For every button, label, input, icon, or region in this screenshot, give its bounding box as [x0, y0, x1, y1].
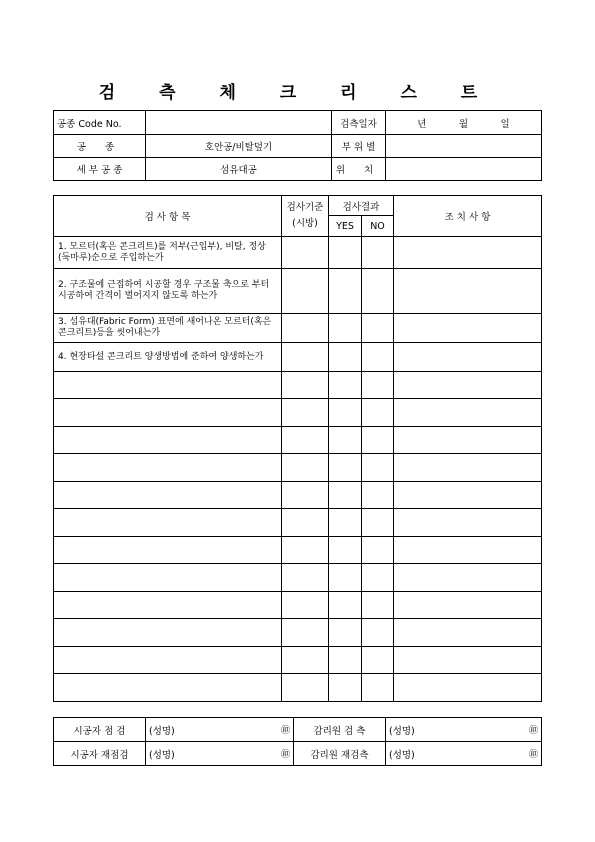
yes-cell[interactable]: [329, 592, 362, 619]
action-cell[interactable]: [394, 372, 542, 399]
work-code-label: 공종 Code No.: [54, 111, 146, 135]
action-cell[interactable]: [394, 314, 542, 343]
standard-cell[interactable]: [282, 399, 329, 427]
contractor-recheck-label: 시공자 재점검: [54, 742, 146, 766]
table-row: [54, 647, 542, 674]
no-cell[interactable]: [362, 619, 394, 647]
standard-cell[interactable]: [282, 314, 329, 343]
seal-mark-icon: ㊞: [528, 750, 538, 760]
check-item-text: [54, 454, 282, 482]
check-item-text: [54, 592, 282, 619]
yes-cell[interactable]: [329, 454, 362, 482]
seal-mark-icon: ㊞: [280, 726, 290, 736]
action-cell[interactable]: [394, 269, 542, 314]
standard-cell[interactable]: [282, 647, 329, 674]
action-cell[interactable]: [394, 674, 542, 702]
work-code-field[interactable]: [146, 111, 332, 135]
standard-cell[interactable]: [282, 592, 329, 619]
action-cell[interactable]: [394, 592, 542, 619]
action-cell[interactable]: [394, 427, 542, 454]
no-cell[interactable]: [362, 509, 394, 537]
no-cell[interactable]: [362, 237, 394, 269]
document-title: 검 측 체 크 리 스 트: [98, 83, 497, 103]
supervisor-check-label: 감리원 검 측: [294, 718, 386, 742]
check-item-text: 2. 구조물에 근접하여 시공할 경우 구조물 축으로 부터 시공하여 간격이 벌어지지 않도록 하는가: [54, 269, 282, 314]
location-field[interactable]: [386, 158, 542, 181]
supervisor-check-name: (성명): [389, 725, 415, 737]
seal-mark-icon: ㊞: [528, 726, 538, 736]
checklist-table: [53, 195, 542, 702]
work-type-value: 호안공/비탈덮기: [146, 135, 332, 158]
table-row: [54, 509, 542, 537]
yes-cell[interactable]: [329, 237, 362, 269]
no-cell[interactable]: [362, 647, 394, 674]
table-row: [54, 564, 542, 592]
no-cell[interactable]: [362, 427, 394, 454]
check-item-text: [54, 647, 282, 674]
standard-header-line1: 검사기준: [286, 202, 324, 213]
standard-cell[interactable]: [282, 537, 329, 564]
check-item-text: [54, 482, 282, 509]
inspect-date-label: 검측일자: [332, 111, 386, 135]
contractor-check-sign[interactable]: [146, 718, 294, 742]
seal-mark-icon: ㊞: [280, 750, 290, 760]
table-row: [54, 343, 542, 372]
sub-work-value: 섬유대공: [146, 158, 332, 181]
yes-cell[interactable]: [329, 372, 362, 399]
no-cell[interactable]: [362, 269, 394, 314]
result-column-header: 검사결과: [329, 196, 394, 216]
action-cell[interactable]: [394, 537, 542, 564]
no-column-header: NO: [362, 216, 394, 237]
yes-cell[interactable]: [329, 343, 362, 372]
yes-cell[interactable]: [329, 427, 362, 454]
standard-cell[interactable]: [282, 564, 329, 592]
action-cell[interactable]: [394, 237, 542, 269]
item-column-header: 검 사 항 목: [54, 196, 282, 237]
table-row: [54, 619, 542, 647]
check-item-text: [54, 509, 282, 537]
contractor-check-label: 시공자 점 검: [54, 718, 146, 742]
action-cell[interactable]: [394, 564, 542, 592]
no-cell[interactable]: [362, 482, 394, 509]
yes-cell[interactable]: [329, 399, 362, 427]
check-item-text: 1. 모르터(혹은 콘크리트)를 저부(근입부), 비탈, 정상(둑마루)순으로 주입하는가: [54, 237, 282, 269]
action-cell[interactable]: [394, 454, 542, 482]
standard-cell[interactable]: [282, 372, 329, 399]
header-table: [53, 110, 542, 181]
table-row: [54, 427, 542, 454]
date-year-label: 년: [417, 118, 427, 130]
standard-cell[interactable]: [282, 427, 329, 454]
no-cell[interactable]: [362, 399, 394, 427]
check-item-text: 3. 섬유대(Fabric Form) 표면에 새어나온 모르터(혹은 콘크리트)등을 씻어내는가: [54, 314, 282, 343]
table-row: [54, 674, 542, 702]
signature-table: [53, 717, 542, 766]
standard-cell[interactable]: [282, 237, 329, 269]
no-cell[interactable]: [362, 343, 394, 372]
no-cell[interactable]: [362, 674, 394, 702]
action-column-header: 조 치 사 항: [394, 196, 542, 237]
yes-cell[interactable]: [329, 619, 362, 647]
action-cell[interactable]: [394, 647, 542, 674]
no-cell[interactable]: [362, 592, 394, 619]
standard-cell[interactable]: [282, 674, 329, 702]
date-day-label: 일: [500, 118, 510, 130]
yes-cell[interactable]: [329, 537, 362, 564]
supervisor-recheck-label: 감리원 재검측: [294, 742, 386, 766]
location-label: 위 치: [332, 158, 386, 181]
standard-cell[interactable]: [282, 343, 329, 372]
yes-cell[interactable]: [329, 564, 362, 592]
table-row: [54, 454, 542, 482]
yes-cell[interactable]: [329, 674, 362, 702]
standard-header-line2: (시방): [292, 218, 318, 229]
contractor-check-name: (성명): [149, 725, 175, 737]
check-item-text: [54, 427, 282, 454]
no-cell[interactable]: [362, 537, 394, 564]
table-row: [54, 482, 542, 509]
yes-cell[interactable]: [329, 482, 362, 509]
action-cell[interactable]: [394, 509, 542, 537]
check-item-text: [54, 399, 282, 427]
table-row: [54, 269, 542, 314]
standard-cell[interactable]: [282, 454, 329, 482]
check-item-text: [54, 537, 282, 564]
inspect-date-field[interactable]: [386, 111, 542, 135]
yes-cell[interactable]: [329, 269, 362, 314]
check-item-text: [54, 674, 282, 702]
contractor-recheck-name: (성명): [149, 749, 175, 761]
check-item-text: [54, 564, 282, 592]
no-cell[interactable]: [362, 454, 394, 482]
yes-cell[interactable]: [329, 509, 362, 537]
no-cell[interactable]: [362, 372, 394, 399]
yes-cell[interactable]: [329, 314, 362, 343]
standard-cell[interactable]: [282, 482, 329, 509]
part-label: 부 위 별: [332, 135, 386, 158]
action-cell[interactable]: [394, 399, 542, 427]
action-cell[interactable]: [394, 482, 542, 509]
yes-column-header: YES: [329, 216, 362, 237]
no-cell[interactable]: [362, 314, 394, 343]
yes-cell[interactable]: [329, 647, 362, 674]
table-row: [54, 237, 542, 269]
standard-column-header: [282, 196, 329, 237]
supervisor-recheck-sign[interactable]: [386, 742, 542, 766]
check-item-text: [54, 619, 282, 647]
part-field[interactable]: [386, 135, 542, 158]
supervisor-check-sign[interactable]: [386, 718, 542, 742]
table-row: [54, 399, 542, 427]
no-cell[interactable]: [362, 564, 394, 592]
check-item-text: 4. 현장타설 콘크리트 양생방법에 준하여 양생하는가: [54, 343, 282, 372]
standard-cell[interactable]: [282, 619, 329, 647]
standard-cell[interactable]: [282, 509, 329, 537]
contractor-recheck-sign[interactable]: [146, 742, 294, 766]
table-row: [54, 592, 542, 619]
work-type-label: 공 종: [54, 135, 146, 158]
standard-cell[interactable]: [282, 269, 329, 314]
sub-work-label: 세 부 공 종: [54, 158, 146, 181]
check-item-text: [54, 372, 282, 399]
table-row: [54, 537, 542, 564]
action-cell[interactable]: [394, 619, 542, 647]
date-month-label: 월: [458, 118, 469, 130]
action-cell[interactable]: [394, 343, 542, 372]
table-row: [54, 314, 542, 343]
supervisor-recheck-name: (성명): [389, 749, 415, 761]
table-row: [54, 372, 542, 399]
